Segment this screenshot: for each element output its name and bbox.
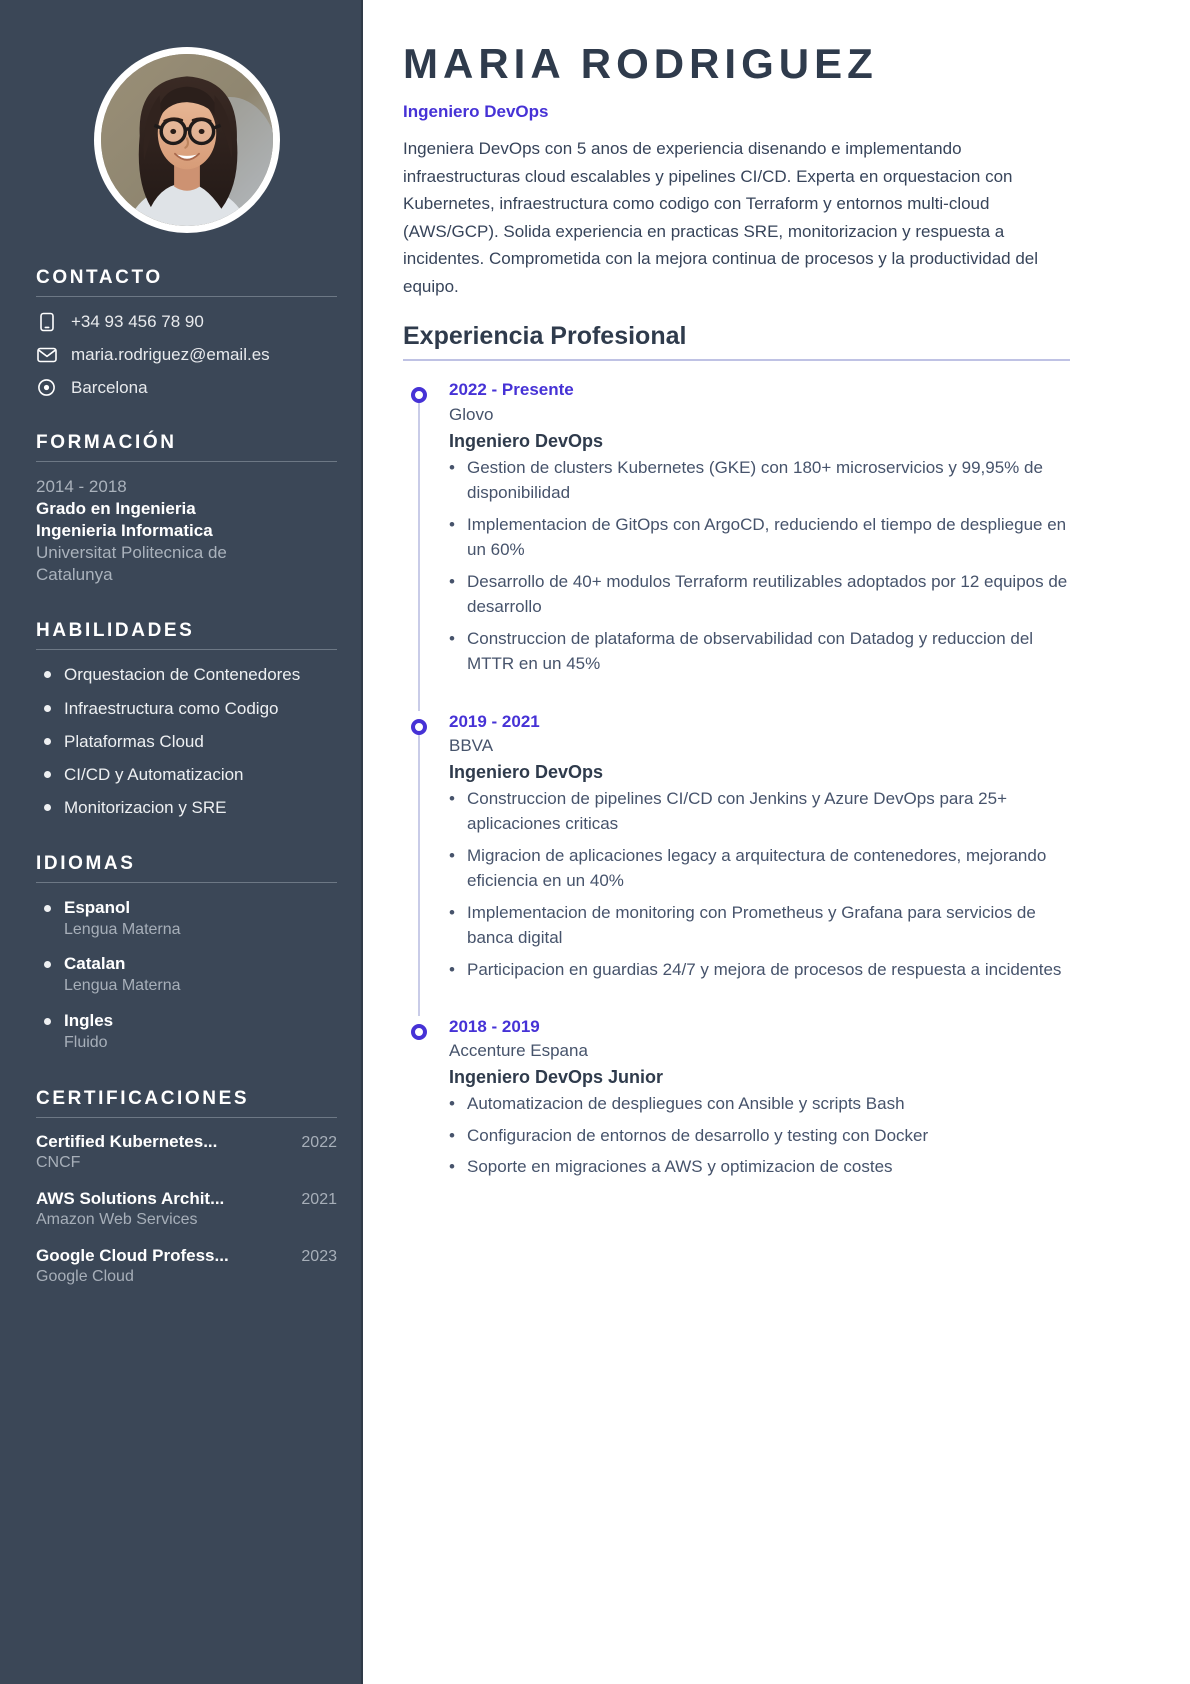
skills-divider bbox=[36, 649, 337, 650]
contact-phone[interactable] bbox=[36, 311, 337, 332]
language-level: Lengua Materna bbox=[64, 920, 181, 938]
professional-summary: Ingeniera DevOps con 5 anos de experiencia disenando e implementando infraestructuras cloud escalables y pipelines CI/CD. Experta en orquestacion con Kubernetes, infraestructura como codigo con Terraform y entornos multi-cloud (AWS/GCP). Solida experiencia en practicas SRE, monitorizacion y respuesta a incidentes. Comprometida con la mejora continua de procesos y la productividad del equipo. bbox=[403, 139, 1039, 296]
experience-bullet: • Configuracion de entornos de desarrollo y testing con Docker bbox=[449, 1123, 1070, 1149]
experience-heading: Experiencia Profesional bbox=[403, 322, 687, 351]
language-level: Lengua Materna bbox=[64, 977, 181, 995]
certification-item bbox=[36, 1132, 337, 1172]
experience-item bbox=[403, 711, 1070, 1017]
education-degree-line2: Ingenieria Informatica bbox=[36, 521, 213, 541]
sidebar bbox=[0, 0, 363, 1684]
location-icon bbox=[36, 377, 57, 398]
certification-issuer: Amazon Web Services bbox=[36, 1211, 198, 1229]
certification-year: 2022 bbox=[301, 1134, 337, 1152]
experience-bullet: • Desarrollo de 40+ modulos Terraform reutilizables adoptados por 12 equipos de desarrollo bbox=[449, 569, 1070, 620]
education-section bbox=[36, 432, 337, 586]
education-school-line2: Catalunya bbox=[36, 565, 113, 585]
experience-bullet: • Implementacion de monitoring con Prometheus y Grafana para servicios de banca digital bbox=[449, 900, 1070, 951]
certification-issuer: CNCF bbox=[36, 1154, 81, 1172]
experience-bullets bbox=[449, 786, 1070, 983]
experience-company: Accenture Espana bbox=[449, 1041, 588, 1061]
avatar bbox=[94, 47, 280, 233]
certification-name: Certified Kubernetes... bbox=[36, 1132, 218, 1152]
job-title: Ingeniero DevOps bbox=[403, 102, 549, 122]
languages-heading: IDIOMAS bbox=[36, 852, 136, 874]
contact-location[interactable] bbox=[36, 377, 337, 398]
languages-divider bbox=[36, 882, 337, 883]
certification-top-row bbox=[36, 1246, 337, 1266]
experience-role: Ingeniero DevOps bbox=[449, 761, 604, 782]
experience-role: Ingeniero DevOps bbox=[449, 430, 604, 451]
skill-item: Orquestacion de Contenedores bbox=[36, 664, 337, 685]
language-item bbox=[36, 953, 337, 997]
skills-section bbox=[36, 620, 337, 818]
skill-item: Infraestructura como Codigo bbox=[36, 698, 337, 719]
experience-bullet: • Automatizacion de despliegues con Ansible y scripts Bash bbox=[449, 1091, 1070, 1117]
languages-section bbox=[36, 853, 337, 1054]
main-content bbox=[363, 0, 1190, 1684]
experience-bullets bbox=[449, 1091, 1070, 1180]
contact-heading: CONTACTO bbox=[36, 267, 163, 288]
certification-top-row bbox=[36, 1189, 337, 1209]
contact-location-value: Barcelona bbox=[71, 377, 148, 397]
timeline-dot-icon bbox=[411, 719, 427, 735]
skill-item: CI/CD y Automatizacion bbox=[36, 764, 337, 785]
education-divider bbox=[36, 461, 337, 462]
experience-bullet: • Construccion de pipelines CI/CD con Jenkins y Azure DevOps para 25+ aplicaciones criticas bbox=[449, 786, 1070, 837]
certification-item bbox=[36, 1246, 337, 1286]
experience-bullet: • Gestion de clusters Kubernetes (GKE) con 180+ microservicios y 99,95% de disponibilidad bbox=[449, 455, 1070, 506]
skill-item: Monitorizacion y SRE bbox=[36, 797, 337, 818]
skills-heading: HABILIDADES bbox=[36, 620, 195, 642]
portrait-illustration bbox=[101, 54, 273, 226]
contact-email[interactable] bbox=[36, 344, 337, 365]
experience-item bbox=[403, 379, 1070, 710]
skill-item: Plataformas Cloud bbox=[36, 731, 337, 752]
education-school-line1: Universitat Politecnica de bbox=[36, 543, 227, 563]
experience-bullet: • Migracion de aplicaciones legacy a arquitectura de contenedores, mejorando eficiencia en un 40% bbox=[449, 843, 1070, 894]
timeline-dot-icon bbox=[411, 1024, 427, 1040]
page-title: MARIA RODRIGUEZ bbox=[403, 40, 878, 87]
experience-timeline bbox=[403, 379, 1070, 1179]
experience-period: 2019 - 2021 bbox=[449, 711, 540, 731]
experience-company: Glovo bbox=[449, 404, 494, 424]
certifications-section bbox=[36, 1088, 337, 1286]
experience-period: 2018 - 2019 bbox=[449, 1017, 540, 1037]
language-item bbox=[36, 897, 337, 941]
certifications-divider bbox=[36, 1117, 337, 1118]
education-heading: FORMACIÓN bbox=[36, 432, 177, 453]
certification-name: AWS Solutions Archit... bbox=[36, 1189, 225, 1209]
profile-photo bbox=[101, 54, 273, 226]
education-dates: 2014 - 2018 bbox=[36, 477, 127, 496]
contact-email-value: maria.rodriguez@email.es bbox=[71, 344, 270, 364]
certification-top-row bbox=[36, 1132, 337, 1152]
experience-role: Ingeniero DevOps Junior bbox=[449, 1067, 664, 1088]
experience-item bbox=[403, 1016, 1070, 1180]
language-level: Fluido bbox=[64, 1033, 108, 1051]
certification-issuer: Google Cloud bbox=[36, 1268, 134, 1286]
language-name: Catalan bbox=[36, 953, 337, 975]
contact-divider bbox=[36, 296, 337, 297]
phone-icon bbox=[36, 311, 57, 332]
languages-list bbox=[36, 897, 337, 1054]
contact-section bbox=[36, 267, 337, 398]
education-degree-line1: Grado en Ingenieria bbox=[36, 499, 196, 519]
certification-year: 2021 bbox=[301, 1191, 337, 1209]
certifications-heading: CERTIFICACIONES bbox=[36, 1088, 250, 1110]
language-item bbox=[36, 1010, 337, 1054]
contact-phone-value: +34 93 456 78 90 bbox=[71, 311, 204, 331]
experience-bullet: • Soporte en migraciones a AWS y optimizacion de costes bbox=[449, 1154, 1070, 1180]
experience-bullets bbox=[449, 455, 1070, 677]
experience-divider bbox=[403, 359, 1070, 361]
language-name: Espanol bbox=[36, 897, 337, 919]
experience-bullet: • Implementacion de GitOps con ArgoCD, reduciendo el tiempo de despliegue en un 60% bbox=[449, 512, 1070, 563]
certification-name: Google Cloud Profess... bbox=[36, 1246, 229, 1266]
experience-company: BBVA bbox=[449, 735, 494, 755]
certification-year: 2023 bbox=[301, 1248, 337, 1266]
language-name: Ingles bbox=[36, 1010, 337, 1032]
email-icon bbox=[36, 344, 57, 365]
experience-bullet: • Construccion de plataforma de observabilidad con Datadog y reduccion del MTTR en un 45% bbox=[449, 626, 1070, 677]
experience-period: 2022 - Presente bbox=[449, 380, 574, 400]
timeline-dot-icon bbox=[411, 387, 427, 403]
experience-bullet: • Participacion en guardias 24/7 y mejora de procesos de respuesta a incidentes bbox=[449, 957, 1070, 983]
education-item bbox=[36, 476, 337, 586]
certification-item bbox=[36, 1189, 337, 1229]
skills-list bbox=[36, 664, 337, 818]
